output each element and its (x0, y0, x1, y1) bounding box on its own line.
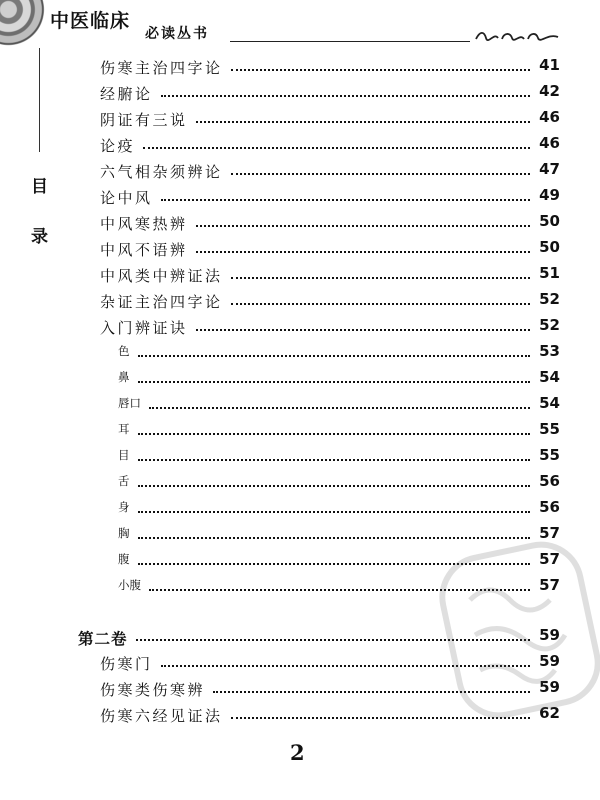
toc-entry-title: 目 (118, 448, 130, 462)
toc-entry (0, 343, 600, 369)
toc-entry (0, 317, 600, 343)
toc-dot-leader (231, 277, 530, 279)
toc-entry-page: 50 (539, 212, 560, 230)
side-label-char-1: 目 (31, 177, 48, 197)
toc-entry-title: 腹 (118, 552, 130, 566)
toc-entry-page: 55 (539, 446, 560, 464)
toc-dot-leader (231, 303, 530, 305)
watermark-stamp-icon (430, 540, 600, 720)
toc-entry-title: 唇口 (118, 396, 141, 410)
toc-entry-page: 59 (539, 626, 560, 644)
toc-entry (0, 447, 600, 473)
toc-entry (0, 57, 600, 83)
toc-entry (0, 239, 600, 265)
toc-entry-page: 55 (539, 420, 560, 438)
toc-entry-title: 第二卷 (78, 629, 128, 648)
toc-entry-page: 52 (539, 316, 560, 334)
toc-entry-page: 53 (539, 342, 560, 360)
toc-entry-page: 59 (539, 678, 560, 696)
toc-dot-leader (138, 355, 530, 357)
toc-entry-page: 46 (539, 108, 560, 126)
toc-dot-leader (149, 407, 530, 409)
toc-entry-page: 56 (539, 498, 560, 516)
toc-entry-page: 52 (539, 290, 560, 308)
toc-dot-leader (138, 433, 530, 435)
toc-entry-page: 59 (539, 652, 560, 670)
toc-entry-page: 42 (539, 82, 560, 100)
toc-entry-page: 50 (539, 238, 560, 256)
series-title-sub: 必读丛书 (145, 26, 209, 42)
toc-entry-title: 阴证有三说 (100, 111, 188, 129)
toc-entry-title: 耳 (118, 422, 130, 436)
toc-entry-page: 47 (539, 160, 560, 178)
toc-entry (0, 421, 600, 447)
toc-entry (0, 213, 600, 239)
toc-dot-leader (196, 329, 530, 331)
side-label-char-2: 录 (31, 227, 48, 247)
toc-dot-leader (138, 459, 530, 461)
toc-entry-title: 胸 (118, 526, 130, 540)
toc-entry (0, 83, 600, 109)
page-number: 2 (290, 740, 305, 765)
series-title-main: 中医临床 (50, 10, 131, 32)
toc-entry-title: 伤寒门 (100, 655, 153, 673)
toc-entry-title: 入门辨证诀 (100, 319, 188, 337)
toc-dot-leader (138, 537, 530, 539)
toc-dot-leader (138, 381, 530, 383)
toc-entry (0, 369, 600, 395)
toc-entry-page: 57 (539, 550, 560, 568)
toc-entry-title: 论疫 (100, 137, 136, 155)
toc-dot-leader (138, 485, 530, 487)
toc-entry-page: 57 (539, 524, 560, 542)
toc-entry-title: 舌 (118, 474, 130, 488)
toc-entry-page: 49 (539, 186, 560, 204)
toc-entry-title: 伤寒主治四字论 (100, 59, 223, 77)
toc-entry (0, 161, 600, 187)
toc-entry-title: 鼻 (118, 370, 130, 384)
toc-dot-leader (161, 95, 530, 97)
toc-entry-title: 中风不语辨 (100, 241, 188, 259)
toc-dot-leader (196, 251, 530, 253)
toc-dot-leader (196, 225, 530, 227)
toc-entry-page: 46 (539, 134, 560, 152)
toc-entry-page: 54 (539, 368, 560, 386)
toc-dot-leader (161, 199, 530, 201)
toc-entry-title: 中风类中辨证法 (100, 267, 223, 285)
toc-dot-leader (143, 147, 530, 149)
toc-entry-title: 伤寒六经见证法 (100, 707, 223, 725)
toc-entry (0, 473, 600, 499)
toc-entry-title: 伤寒类伤寒辨 (100, 681, 206, 699)
toc-entry (0, 109, 600, 135)
toc-entry-page: 62 (539, 704, 560, 722)
toc-entry-title: 经腑论 (100, 85, 153, 103)
toc-entry-title: 身 (118, 500, 130, 514)
toc-entry-page: 41 (539, 56, 560, 74)
toc-entry (0, 499, 600, 525)
toc-entry-title: 中风寒热辨 (100, 215, 188, 233)
toc-entry (0, 395, 600, 421)
toc-entry-title: 小腹 (118, 578, 141, 592)
toc-entry (0, 291, 600, 317)
toc-entry-title: 六气相杂须辨论 (100, 163, 223, 181)
toc-dot-leader (231, 69, 530, 71)
toc-dot-leader (138, 511, 530, 513)
toc-entry-page: 51 (539, 264, 560, 282)
toc-entry-page: 56 (539, 472, 560, 490)
toc-entry (0, 135, 600, 161)
toc-dot-leader (231, 173, 530, 175)
toc-entry (0, 187, 600, 213)
toc-entry (0, 265, 600, 291)
toc-entry-page: 57 (539, 576, 560, 594)
toc-dot-leader (196, 121, 530, 123)
toc-entry-title: 杂证主治四字论 (100, 293, 223, 311)
toc-entry-title: 论中风 (100, 189, 153, 207)
toc-entry-page: 54 (539, 394, 560, 412)
toc-entry-title: 色 (118, 344, 130, 358)
